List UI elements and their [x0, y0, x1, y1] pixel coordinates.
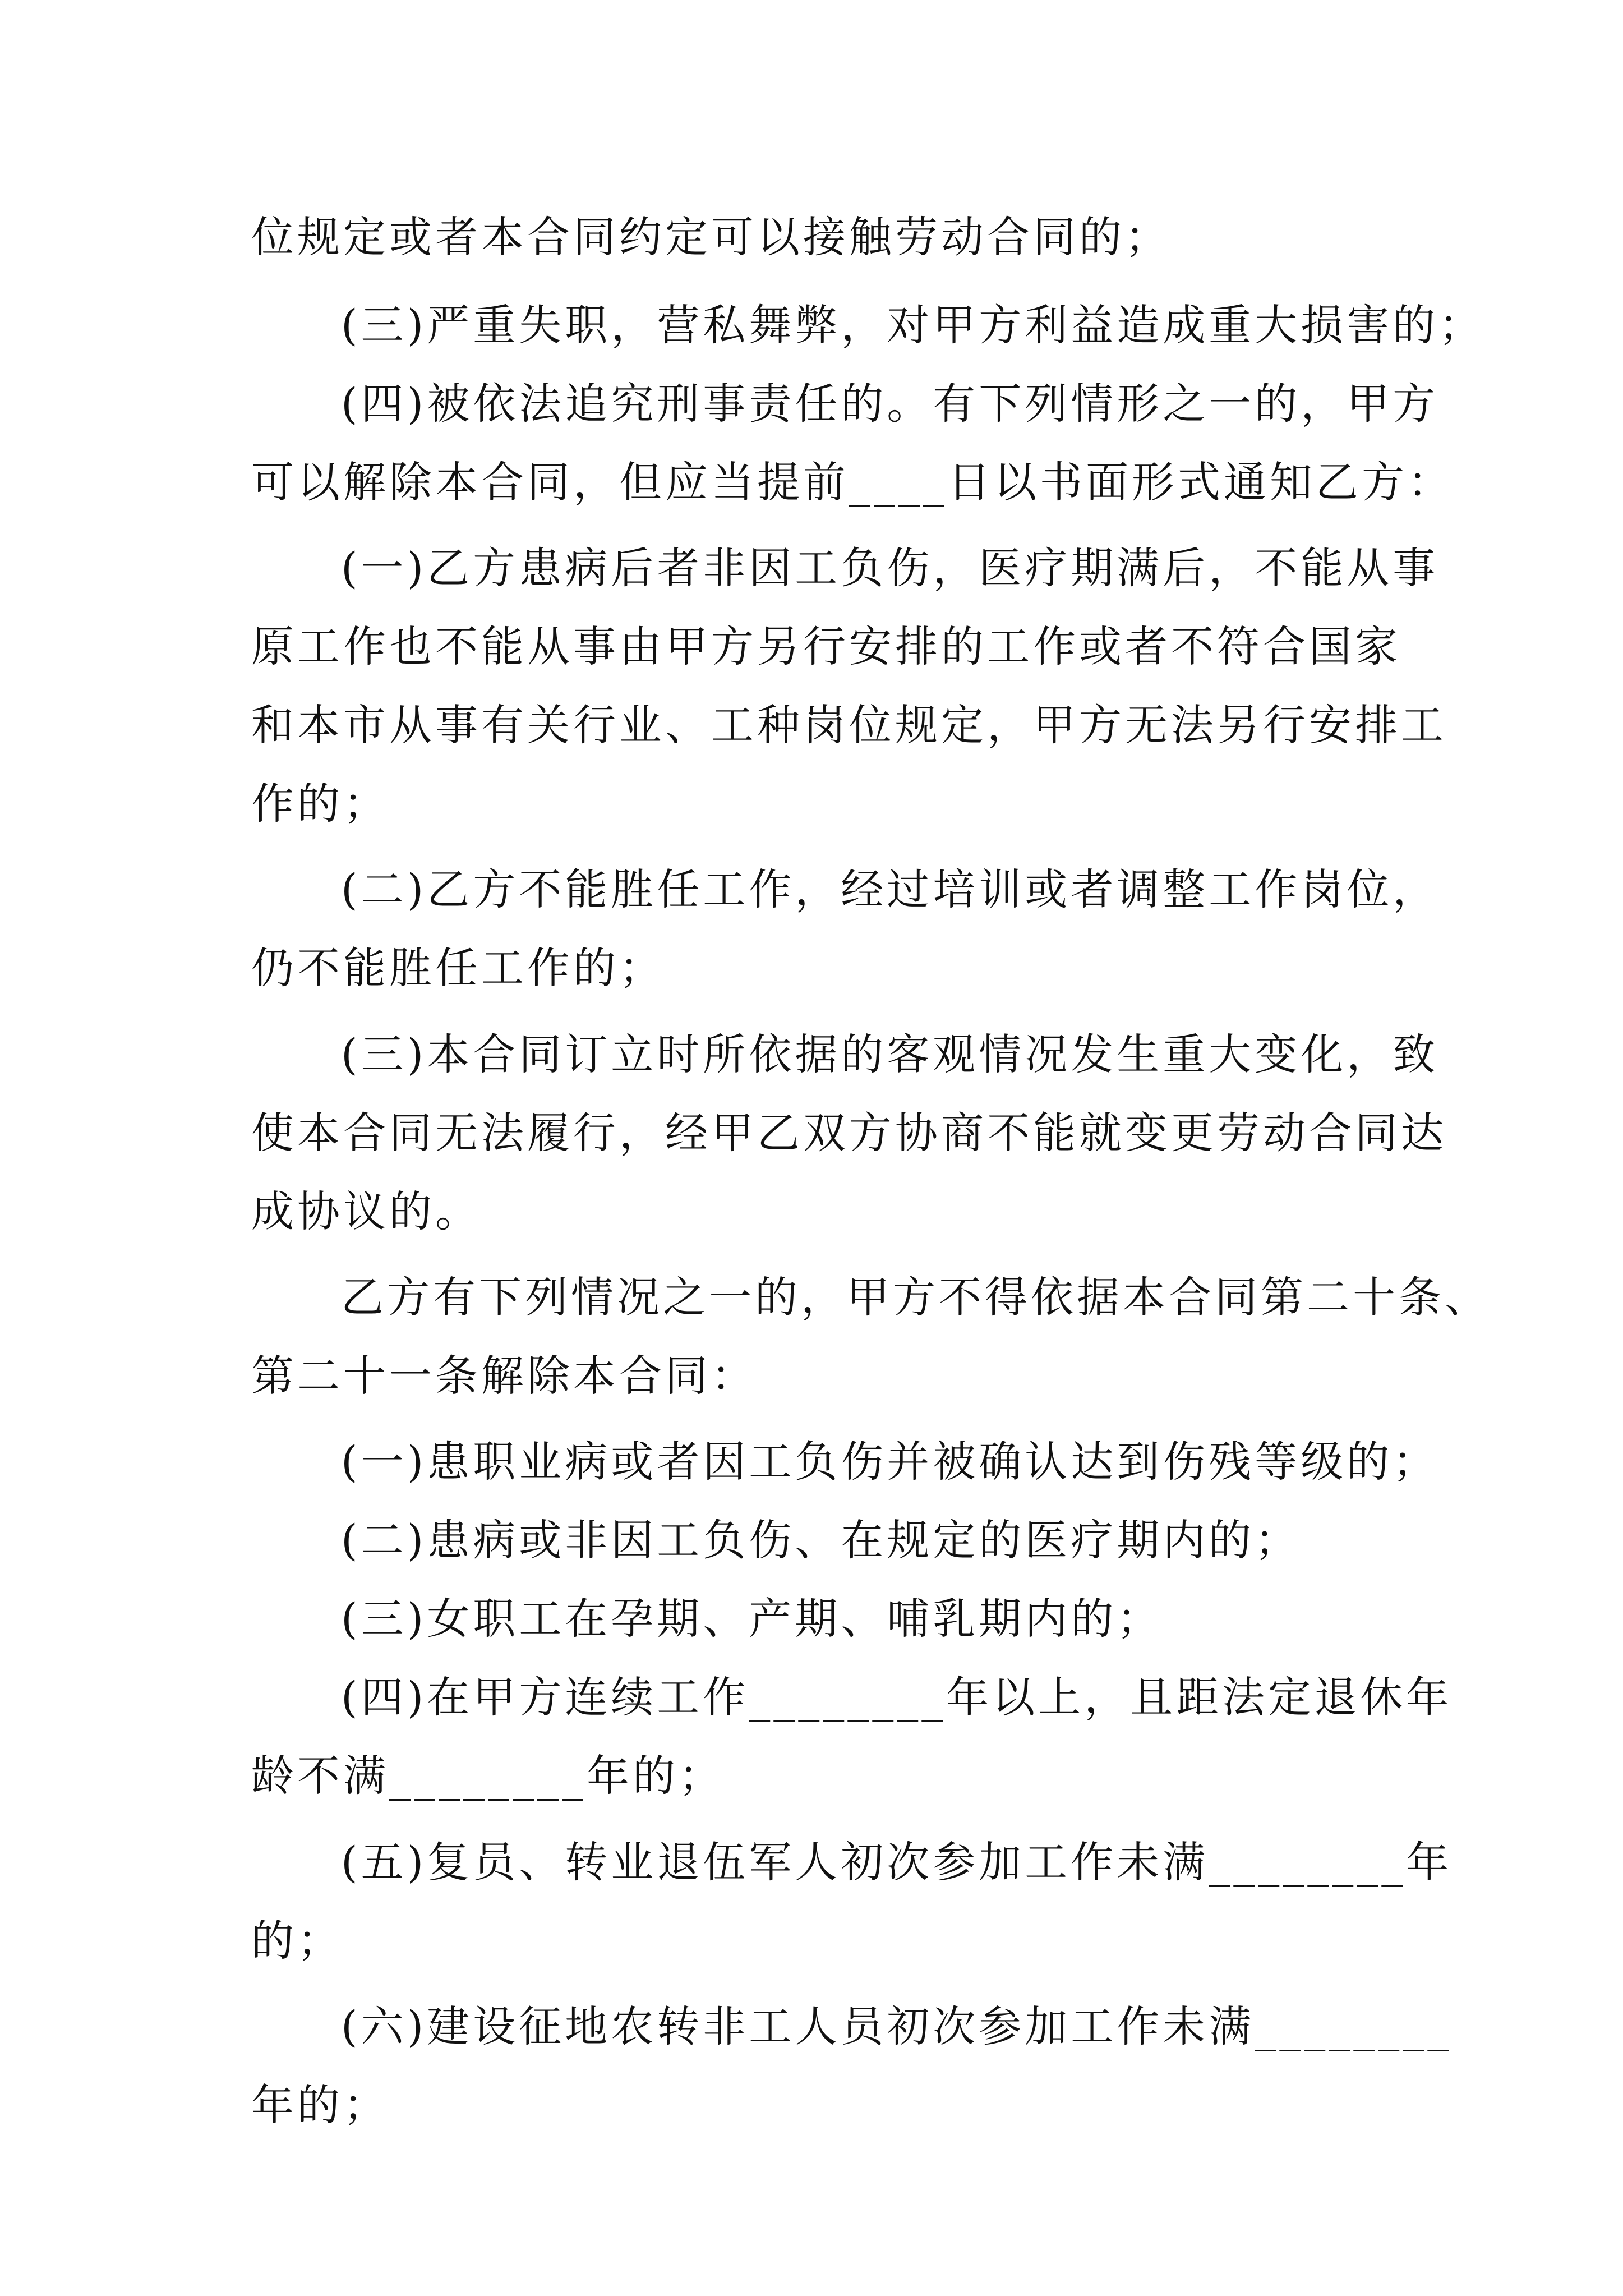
text-line: 和本市从事有关行业、工种岗位规定，甲方无法另行安排工	[251, 700, 1447, 750]
text-line: 使本合同无法履行，经甲乙双方协商不能就变更劳动合同达	[251, 1108, 1447, 1158]
text-line: (四)在甲方连续工作________年以上，且距法定退休年	[341, 1672, 1453, 1722]
text-line: 第二十一条解除本合同：	[251, 1351, 757, 1401]
text-line: 原工作也不能从事由甲方另行安排的工作或者不符合国家	[251, 622, 1401, 671]
text-line: 乙方有下列情况之一的，甲方不得依据本合同第二十条、	[341, 1272, 1491, 1322]
text-line: 位规定或者本合同约定可以接触劳动合同的；	[251, 212, 1171, 262]
text-line: (五)复员、转业退伍军人初次参加工作未满________年	[341, 1837, 1453, 1887]
text-line: (一)患职业病或者因工负伤并被确认达到伤残等级的；	[341, 1437, 1439, 1487]
text-line: (四)被依法追究刑事责任的。有下列情形之一的，甲方	[341, 379, 1439, 429]
text-line: 年的；	[251, 2080, 389, 2130]
text-line: (六)建设征地农转非工人员初次参加工作未满________	[341, 2001, 1453, 2051]
text-line: (三)严重失职，营私舞弊，对甲方利益造成重大损害的；	[341, 300, 1485, 350]
text-line: 作的；	[251, 779, 389, 829]
text-line: (三)本合同订立时所依据的客观情况发生重大变化，致	[341, 1029, 1439, 1079]
text-line: 的；	[251, 1916, 343, 1966]
text-line: (二)患病或非因工负伤、在规定的医疗期内的；	[341, 1515, 1301, 1565]
text-line: 龄不满________年的；	[251, 1751, 725, 1801]
text-line: 成协议的。	[251, 1186, 481, 1236]
text-line: 仍不能胜任工作的；	[251, 943, 665, 993]
text-line: (一)乙方患病后者非因工负伤，医疗期满后，不能从事	[341, 543, 1439, 593]
text-line: (二)乙方不能胜任工作，经过培训或者调整工作岗位，	[341, 864, 1439, 914]
text-line: (三)女职工在孕期、产期、哺乳期内的；	[341, 1594, 1163, 1644]
text-line: 可以解除本合同，但应当提前____日以书面形式通知乙方：	[251, 457, 1454, 507]
